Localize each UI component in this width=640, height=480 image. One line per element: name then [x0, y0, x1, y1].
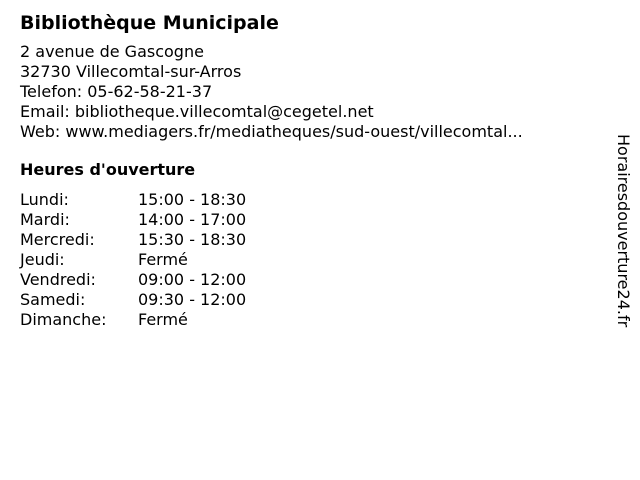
hours-day: Samedi:	[20, 290, 86, 309]
hours-time: Fermé	[138, 250, 188, 269]
hours-time: Fermé	[138, 310, 188, 329]
hours-row	[20, 190, 600, 210]
hours-row	[20, 270, 600, 290]
hours-row	[20, 250, 600, 270]
hours-day: Mardi:	[20, 210, 70, 229]
hours-time: 15:00 - 18:30	[138, 190, 247, 209]
hours-row	[20, 290, 600, 310]
hours-day: Mercredi:	[20, 230, 95, 249]
web-line: Web: www.mediagers.fr/mediatheques/sud-ouest/villecomtal...	[20, 122, 523, 141]
hours-row	[20, 310, 600, 330]
hours-time: 14:00 - 17:00	[138, 210, 247, 229]
hours-row	[20, 230, 600, 250]
email-line: Email: bibliotheque.villecomtal@cegetel.net	[20, 102, 374, 121]
phone-line: Telefon: 05-62-58-21-37	[20, 82, 213, 101]
library-name: Bibliothèque Municipale	[20, 12, 279, 34]
hours-time: 15:30 - 18:30	[138, 230, 247, 249]
hours-heading: Heures d'ouverture	[20, 160, 196, 179]
address-line-2: 32730 Villecomtal-sur-Arros	[20, 62, 242, 81]
hours-day: Jeudi:	[20, 250, 65, 269]
address-line-1: 2 avenue de Gascogne	[20, 42, 204, 61]
hours-table	[20, 190, 600, 330]
hours-day: Lundi:	[20, 190, 69, 209]
hours-day: Vendredi:	[20, 270, 96, 289]
hours-day: Dimanche:	[20, 310, 107, 329]
hours-row	[20, 210, 600, 230]
site-watermark: Horairesdouverture24.fr	[614, 134, 633, 328]
hours-time: 09:00 - 12:00	[138, 270, 247, 289]
hours-time: 09:30 - 12:00	[138, 290, 247, 309]
library-info-card	[20, 10, 600, 330]
